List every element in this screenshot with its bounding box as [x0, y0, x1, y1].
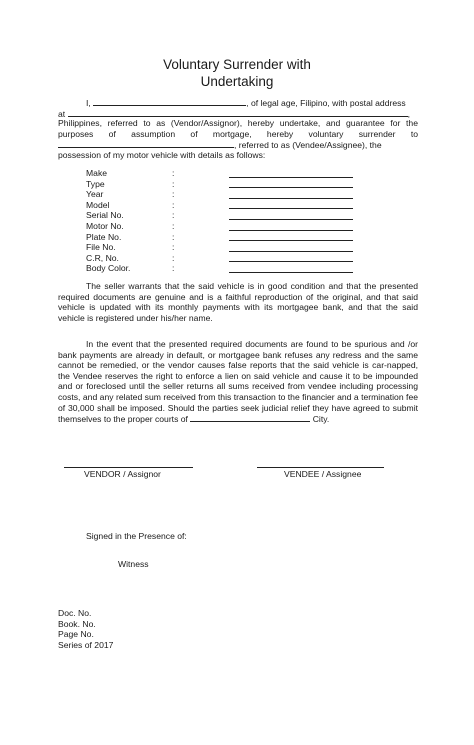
- intro-line-3: Philippines, referred to as (Vendor/Assignor), hereby undertake, and guarantee for the: [58, 118, 418, 129]
- vendor-label: VENDOR / Assignor: [84, 469, 161, 479]
- detail-colon: :: [172, 189, 175, 200]
- city-field[interactable]: [190, 413, 310, 422]
- plate-no-field[interactable]: [229, 232, 353, 242]
- detail-row-serial: [58, 210, 418, 221]
- detail-colon: :: [172, 199, 175, 210]
- detail-label: Motor No.: [86, 221, 124, 231]
- detail-row-file: [58, 242, 418, 253]
- intro-line-2: [58, 108, 418, 119]
- intro-l1-start: I,: [86, 98, 91, 108]
- detail-row-type: [58, 179, 418, 190]
- title-line-1: Voluntary Surrender with: [163, 57, 311, 72]
- detail-colon: :: [172, 231, 175, 242]
- intro-line-4: purposes of assumption of mortgage, hereby voluntary surrender to: [58, 128, 418, 139]
- notarial-block: [58, 608, 113, 650]
- serial-no-field[interactable]: [229, 210, 353, 220]
- intro-l1-end: , of legal age, Filipino, with postal address: [246, 98, 406, 108]
- detail-colon: :: [172, 221, 175, 231]
- warranty-paragraph: The seller warrants that the said vehicle is in good condition and that the presented required documents are genuine and is a faithful reproduction of the original, and that said vehicle is updated with its monthly payments with its mortgagee bank, and that the said vehicle is registered under his/her name.: [58, 281, 418, 323]
- detail-row-motor: [58, 221, 418, 232]
- vendee-signature-line[interactable]: [257, 467, 384, 468]
- detail-row-model: [58, 200, 418, 211]
- detail-colon: :: [172, 178, 175, 189]
- detail-colon: :: [172, 252, 175, 263]
- intro-line-1: [58, 97, 418, 108]
- intro-paragraph: [58, 97, 418, 161]
- name-field[interactable]: [93, 97, 246, 106]
- make-field[interactable]: [229, 168, 353, 178]
- intro-l2-start: at: [58, 108, 66, 119]
- series-year: Series of 2017: [58, 639, 114, 650]
- detail-row-year: [58, 189, 418, 200]
- detail-colon: :: [172, 242, 175, 253]
- vendee-label: VENDEE / Assignee: [284, 469, 362, 479]
- detail-colon: :: [172, 263, 175, 274]
- detail-label: Make: [86, 168, 108, 178]
- title-line-2: Undertaking: [200, 74, 274, 89]
- cr-no-field[interactable]: [229, 253, 353, 263]
- detail-colon: :: [172, 168, 175, 178]
- default-clause-paragraph: [58, 339, 418, 425]
- signed-presence-text: Signed in the Presence of:: [86, 531, 187, 541]
- vendor-signature-line[interactable]: [64, 467, 193, 468]
- intro-line-6: possession of my motor vehicle with details as follows:: [58, 149, 266, 160]
- detail-label: Body Color.: [86, 263, 131, 274]
- detail-label: C.R, No.: [86, 252, 119, 263]
- file-no-field[interactable]: [229, 242, 353, 252]
- intro-l5-end: , referred to as (Vendee/Assignee), the: [234, 140, 382, 150]
- year-field[interactable]: [229, 189, 353, 199]
- book-no: Book. No.: [58, 618, 96, 629]
- vendee-name-field[interactable]: [58, 139, 234, 148]
- default-clause-end: City.: [312, 414, 330, 425]
- detail-row-body-color: [58, 263, 418, 274]
- detail-row-make: [58, 168, 418, 179]
- document-title: [0, 56, 474, 90]
- postal-address-field[interactable]: [68, 108, 408, 117]
- motor-no-field[interactable]: [229, 221, 353, 231]
- detail-colon: :: [172, 210, 175, 221]
- intro-line-5: [58, 139, 418, 150]
- body-color-field[interactable]: [229, 263, 353, 273]
- witness-label: Witness: [118, 559, 149, 569]
- detail-row-plate: [58, 232, 418, 243]
- doc-no: Doc. No.: [58, 608, 92, 618]
- default-clause-text: In the event that the presented required documents are found to be spurious and /or bank payments are already in default, or mortgagee bank refuses any redress and the same cannot be remedied, or the vendor causes false reports that the said vehicle is car-napped, the Vendee reserves the right to enforce a lien on said vehicle and cause it to be impounded and or foreclosed until the seller returns all sums received from vendee including processing costs, and any related sum received from this transaction to the financier and a termination fee of 30,000 shall be imposed. Should the parties seek judicial relief they have agreed to submit themselves to the proper courts of: [58, 339, 418, 425]
- type-field[interactable]: [229, 179, 353, 189]
- detail-label: Plate No.: [86, 231, 122, 242]
- detail-row-cr: [58, 253, 418, 264]
- detail-label: Type: [86, 178, 105, 189]
- detail-label: Serial No.: [86, 210, 124, 221]
- detail-label: File No.: [86, 242, 116, 253]
- model-field[interactable]: [229, 200, 353, 210]
- detail-label: Year: [86, 189, 104, 200]
- detail-label: Model: [86, 199, 110, 210]
- page-no: Page No.: [58, 629, 94, 640]
- intro-l2-end: ,: [407, 108, 410, 119]
